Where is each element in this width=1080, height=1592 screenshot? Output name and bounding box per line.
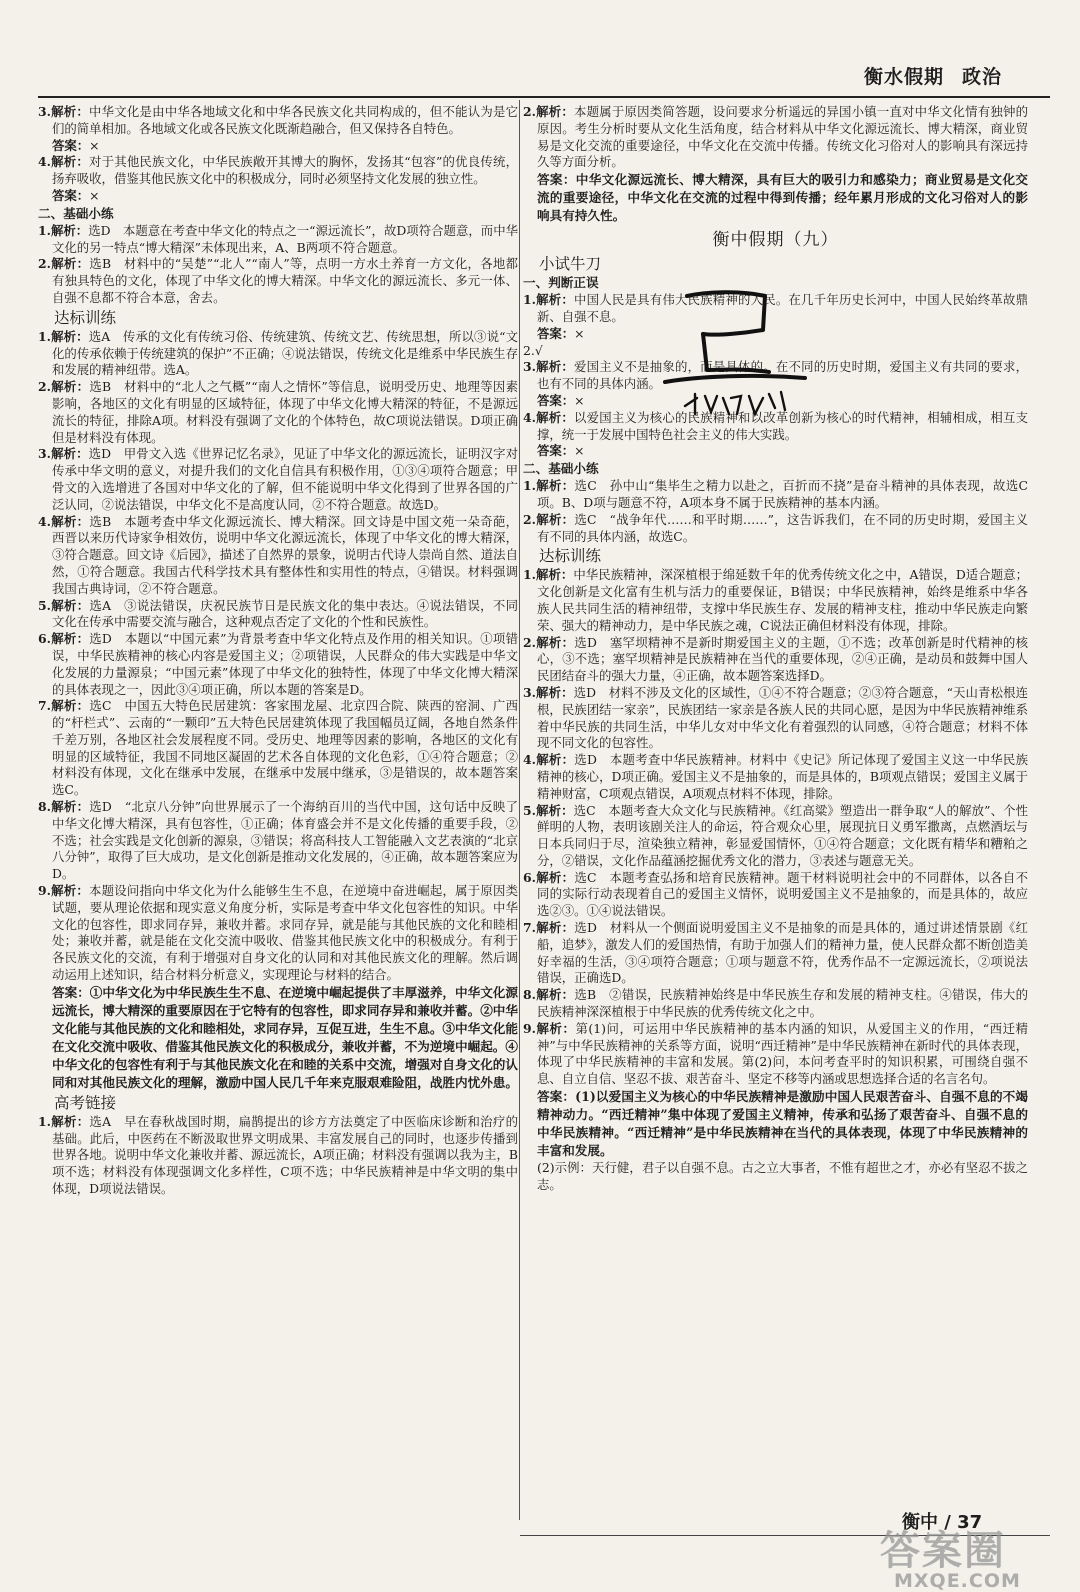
chapter-title: 衡中假期（九） <box>712 230 839 251</box>
answer-item: 1.解析：选C 孙中山“集毕生之精力以赴之，百折而不挠”是奋斗精神的具体表现，故选C项。B、D项与题意不符，A项本身不属于民族精神的基本内涵。 <box>523 478 1028 510</box>
subsection-heading: 高考链接 <box>54 1093 117 1112</box>
answer-block: 答案：①中华文化为中华民族生生不息、在逆境中崛起提供了丰厚滋养，中华文化源远流长，博大精深的重要原因在于它特有的包容性，即求同存异和兼收并蓄。②中华文化能与其他民族的文化和睦相处，求同存异，互促互进，生生不息。③中华文化能在文化交流中吸收、借鉴其他民族文化的积极成分，兼收并蓄，不为逆境中崛起。④中华文化的包容性有利于与其他民族文化在和睦的关系中交流，增强对自身文化的认同和对其他民族文化的理解，激励中国人民几千年来克服艰难险阻，战胜内忧外患。 <box>52 984 518 1090</box>
watermark-logo <box>880 1528 1065 1592</box>
label-prefix: 答案： <box>52 137 90 153</box>
left-column <box>38 104 518 1198</box>
answer-line: 答案：× <box>537 443 585 459</box>
answer-item: 8.解析：选D “北京八分钟”向世界展示了一个海纳百川的当代中国，这句话中反映了中华文化博大精深，具有包容性，①正确；体育盛会并不是文化传播的重要手段，②不选；社会实践是文化创新的源泉，③错误；将高科技人工智能融入文艺表演的“北京八分钟”，取得了巨大成功，是文化创新是推动文化发展的，④正确，故本题答案应为D。 <box>38 799 518 882</box>
column-divider <box>519 100 520 1520</box>
section-heading: 一、判断正误 <box>523 275 599 291</box>
label-prefix: 1.解析： <box>38 1113 90 1129</box>
page-header <box>864 62 1002 89</box>
label-prefix: 2.解析： <box>523 104 575 119</box>
label-prefix: 2.解析： <box>523 634 575 650</box>
label-prefix: 3.解析： <box>38 104 90 119</box>
label-prefix: 9.解析： <box>523 1020 576 1036</box>
label-prefix: 4.解析： <box>38 513 90 529</box>
answer-item: 8.解析：选B ②错误，民族精神始终是中华民族生存和发展的精神支柱。④错误，伟大的民族精神深深植根于中华民族的优秀传统文化之中。 <box>523 987 1029 1020</box>
answer-item: 1.解析：中国人民是具有伟大民族精神的人民。在几千年历史长河中，中国人民始终革故鼎新、自强不息。 <box>523 292 1029 324</box>
answer-item: 1.解析：选D 本题意在考查中华文化的特点之一“源远流长”，故D项符合题意，而中华文化的另一特点“博大精深”未体现出来，A、B两项不符合题意。 <box>38 222 518 255</box>
answer-item: 2.√ <box>523 342 543 358</box>
answer-line: 答案：× <box>52 187 100 203</box>
answer-item: 2.解析：本题属于原因类简答题，设问要求分析遥远的异国小镇一直对中华文化情有独钟的原因。考生分析时要从文化生活角度，结合材料从中华文化源远流长、博大精深，商业贸易是文化交流的重要途径，中华文化在交流中传播。传统文化习俗对人的影响具有深远持久等方面分析。 <box>523 104 1029 170</box>
label-prefix: 4.解析： <box>523 409 575 425</box>
answer-item: 7.解析：选C 中国五大特色民居建筑：客家围龙屋、北京四合院、陕西的窑洞、广西的“杆栏式”、云南的“一颗印”五大特色民居建筑体现了我国幅员辽阔，各地自然条件千差万别，各地区社会发展程度不同。受历史、地理等因素的影响，各地区的文化有明显的区域特征，我国不同地区凝固的艺术各自体现的文化色彩，①④符合题意；②材料没有体现，文化在继承中发展，在继承中发展中继承，③是错误的，故本题答案选C。 <box>38 698 519 798</box>
answer-item: 7.解析：选D 材料从一个侧面说明爱国主义不是抽象的而是具体的，通过讲述情景剧《红船，追梦》，激发人们的爱国热情，有助于加强人们的精神力量，使人民群众都不断创造美好幸福的生活，③④项符合题意；①项与题意不符，优秀作品不一定源远流长，②项说法错误，正确选D。 <box>523 920 1028 986</box>
page-number: 衡中 / 37 <box>902 1512 983 1533</box>
answer-item: 4.解析：选B 本题考查中华文化源远流长、博大精深。回文诗是中国文苑一朵奇葩，西晋以来历代诗家争相效仿，说明中华文化源远流长，体现了中华文化的博大精深，③符合题意。回文诗《后园》，描述了自然界的景象，说明古代诗人崇尚自然、道法自然，①符合题意。我国古代科学技术具有整体性和实用性的特点，④错误。材料强调我国古典诗词，②不符合题意。 <box>38 513 519 596</box>
label-prefix: 答案： <box>52 187 90 203</box>
subsection-heading: 达标训练 <box>54 308 117 327</box>
answer-item: 9.解析：第(1)问，可运用中华民族精神的基本内涵的知识，从爱国主义的作用，“西迁精神”与中华民族精神的关系等方面，说明“西迁精神”是中华民族精神在新时代的具体表现，体现了中华民族精神的丰富和发展。第(2)问，本问考查平时的知识积累，可围绕自强不息、自立自信、坚忍不拔、艰苦奋斗、坚定不移等内涵或思想选择合适的名言名句。 <box>523 1020 1028 1087</box>
label-prefix: 1.解析： <box>523 567 574 583</box>
label-prefix: 3.解析： <box>523 359 575 375</box>
answer-item: 2.解析：选C “战争年代……和平时期……”，这告诉我们，在不同的历史时期，爱国主义有不同的具体内涵，故选C。 <box>523 511 1029 544</box>
watermark-url: MXQE.COM <box>894 1570 1021 1592</box>
answer-item: 3.解析：中华文化是由中华各地域文化和中华各民族文化共同构成的，但不能认为是它们的简单相加。各地域文化或各民族文化既渐趋融合，但又保持各自特色。 <box>38 104 519 136</box>
answer-block: 答案：中华文化源远流长、博大精深，具有巨大的吸引力和感染力；商业贸易是文化交流的重要途径，中华文化在交流的过程中得到传播；经年累月形成的文化习俗对人的影响具有持久性。 <box>537 172 1028 224</box>
answer-continuation: (2)示例：天行健，君子以自强不息。古之立大事者，不惟有超世之才，亦必有坚忍不拔之志。 <box>537 1160 1028 1192</box>
answer-line: 答案：× <box>537 325 585 341</box>
label-prefix: 7.解析： <box>523 920 575 936</box>
label-prefix: 2.解析： <box>38 379 90 395</box>
label-prefix: 4.解析： <box>38 154 89 170</box>
label-prefix: 6.解析： <box>523 869 575 885</box>
label-prefix: 3.解析： <box>523 684 574 700</box>
series-title: 衡水假期 <box>863 66 944 88</box>
label-prefix: 8.解析： <box>523 987 575 1003</box>
label-prefix: 3.解析： <box>38 446 89 462</box>
section-heading: 二、基础小练 <box>523 461 599 477</box>
answer-block: 答案：(1)以爱国主义为核心的中华民族精神是激励中国人民艰苦奋斗、自强不息的不竭精神动力。“西迁精神”集中体现了爱国主义精神，传承和弘扬了艰苦奋斗、自强不息的中华民族精神。“西迁精神”是中华民族精神在当代的具体表现，体现了中华民族精神的丰富和发展。 <box>537 1089 1028 1159</box>
label-prefix: 9.解析： <box>38 883 90 899</box>
label-prefix: 1.解析： <box>38 222 89 238</box>
answer-item: 2.解析：选B 材料中的“北人之气概”“南人之情怀”等信息，说明受历史、地理等因素影响，各地区的文化有明显的区域特征，体现了中华文化博大精深的特征，不是源远流长的特征，排除A项。材料没有强调了文化的个体特色，故C项说法错误。D项正确但是材料没有体现。 <box>38 379 519 445</box>
answer-item: 6.解析：选C 本题考查弘扬和培育民族精神。题干材料说明社会中的不同群体，以各自不同的实际行动表现着自己的爱国主义情怀，说明爱国主义不是抽象的，而是具体的，故应选②③。①④说法错误。 <box>523 869 1028 919</box>
answer-item: 4.解析：以爱国主义为核心的民族精神和以改革创新为核心的时代精神，相辅相成，相互支撑，统一于发展中国特色社会主义的伟大实践。 <box>523 409 1029 442</box>
label-prefix: 答案： <box>537 392 575 408</box>
answer-item: 2.解析：选B 材料中的“吴楚”“北人”“南人”等，点明一方水土养育一方文化，各地都有独具特色的文化，体现了中华文化的博大精深。中华文化的源远流长、多元一体、自强不息都不符合本意，舍去。 <box>38 256 518 305</box>
subsection-heading: 达标训练 <box>539 547 602 566</box>
answer-item: 2.解析：选D 塞罕坝精神不是新时期爱国主义的主题，①不选；改革创新是时代精神的核心，③不选；塞罕坝精神是民族精神在当代的重要体现，②④正确，是动员和鼓舞中国人民团结奋斗的强大力量，④正确，故本题答案选择D。 <box>523 634 1028 684</box>
answer-item: 5.解析：选C 本题考查大众文化与民族精神。《红高粱》塑造出一群争取“人的解放”、个性鲜明的人物，表明该剧关注人的命运，符合观众心里，展现抗日义勇军撒离，点燃酒坛与日本兵同归于尽，渲染独立精神，彰显爱国情怀，①④符合题意；文化既有精华和糟粕之分，②错误，文化作品蕴涵挖掘优秀文化的潜力，③表述与题意无关。 <box>523 802 1028 868</box>
label-prefix: 1.解析： <box>523 478 575 494</box>
answer-item: 1.解析：中华民族精神，深深植根于绵延数千年的优秀传统文化之中，A错误，D适合题意；文化创新是文化富有生机与活力的重要保证，B错误；中华民族精神，始终是维系中华各族人民共同生活的精神纽带，支撑中华民族生存、发展的精神支柱，推动中华民族走向繁荣、强大的精神动力，是中华民族之魂，C说法正确但材料没有体现，排除。 <box>523 567 1028 633</box>
answer-item: 5.解析：选A ③说法错误，庆祝民族节日是民族文化的集中表达。④说法错误，不同文化在传承中需要交流与融合，这种观点否定了文化的个性和民族性。 <box>38 597 519 630</box>
label-prefix: 6.解析： <box>38 631 90 647</box>
label-prefix: 7.解析： <box>38 698 90 714</box>
right-column <box>523 104 1028 1194</box>
answer-item: 4.解析：选D 本题考查中华民族精神。材料中《史记》所记体现了爱国主义这一中华民族精神的核心，D项正确。爱国主义不是抽象的，而是具体的，B项观点错误；爱国主义属于精神财富，C项观点错误，A项观点材料不体现，排除。 <box>523 752 1028 801</box>
answer-line: 答案：× <box>537 392 585 408</box>
label-prefix: 2.解析： <box>38 256 90 272</box>
label-prefix: 8.解析： <box>38 799 90 815</box>
answer-item: 9.解析：本题设问指向中华文化为什么能够生生不息，在逆境中奋进崛起，属于原因类试题，要从理论依据和现实意义角度分析，实际是考查中华文化包容性的知识。中华文化的包容性，即求同存异，兼收并蓄。求同存异，就是能与其他民族的文化和睦相处；兼收并蓄，就是能在文化交流中吸收、借鉴其他民族文化中的积极成分。有利于各民族文化的交流，有利于增强对自身文化的认同和对其他民族文化的理解。然后调动运用上述知识，结合材料分析意义，实现理论与材料的结合。 <box>38 883 519 983</box>
label-prefix: 5.解析： <box>523 802 574 818</box>
subsection-heading: 小试牛刀 <box>539 255 602 274</box>
label-prefix: 1.解析： <box>523 292 575 308</box>
answer-item: 3.解析：选D 材料不涉及文化的区域性，①④不符合题意；②③符合题意，“天山青松根连根，民族团结一家亲”，民族团结一家亲是各族人民的共同心愿，是因为中华民族精神维系着中华民族的共同生活，中华儿女对中华文化有着强烈的认同感，④符合题意；材料不体现不同文化的包容性。 <box>523 684 1028 751</box>
answer-item: 6.解析：选D 本题以“中国元素”为背景考查中华文化特点及作用的相关知识。①项错误，中华民族精神的核心内容是爱国主义；②项错误，人民群众的伟大实践是中华文化发展的力量源泉；“中国元素”体现了中华文化的独特性，体现了中华文化博大精深的具体表现之一，因此③④项正确，所以本题的答案是D。 <box>38 631 518 697</box>
label-prefix: 2.解析： <box>523 511 575 527</box>
label-prefix: 4.解析： <box>523 752 575 768</box>
answer-item: 1.解析：选A 早在春秋战国时期，扁鹊提出的诊方方法奠定了中医临床诊断和治疗的基础。此后，中医药在不断汲取世界文明成果、丰富发展自己的同时，也逐步传播到世界各地。说明中华文化兼收并蓄、源远流长，A项正确；材料没有强调以我为主，B项不选；材料没有体现强调文化多样性，C项不选；中华民族精神是中华文明的集中体现，D项说法错误。 <box>38 1113 519 1197</box>
answer-item: 4.解析：对于其他民族文化，中华民族敞开其博大的胸怀，发扬其“包容”的优良传统，扬弃吸收，借鉴其他民族文化中的积极成分，同时必须坚持文化发展的独立性。 <box>38 154 518 187</box>
section-heading: 二、基础小练 <box>38 205 114 221</box>
answer-item: 3.解析：爱国主义不是抽象的，而是具体的。在不同的历史时期，爱国主义有共同的要求，也有不同的具体内涵。 <box>523 359 1029 392</box>
header-rule <box>38 96 1050 98</box>
answer-line: 答案：× <box>52 137 100 153</box>
label-prefix: 答案： <box>537 443 575 459</box>
answer-item: 1.解析：选A 传承的文化有传统习俗、传统建筑、传统文艺、传统思想，所以③说“文化的传承依赖于传统建筑的保护”不正确；④说法错误，传统文化是维系中华民族生存和发展的精神纽带。选A。 <box>38 328 518 378</box>
watermark-text: 答案圈 <box>880 1528 1006 1574</box>
label-prefix: 答案： <box>537 325 575 341</box>
label-prefix: 5.解析： <box>38 597 90 613</box>
label-prefix: 1.解析： <box>38 328 89 344</box>
answer-item: 3.解析：选D 甲骨文入选《世界记忆名录》，见证了中华文化的源远流长，证明汉字对传承中华文明的意义，对提升我们的文化自信具有积极作用，①③④项符合题意；甲骨文的入选增进了各国对中华文化的了解，但不能说明中华文化得到了世界各国的广泛认同，②说法错误，中华文化不是高度认同，②不符合题意。故选D。 <box>38 446 519 512</box>
subject-title: 政治 <box>961 66 1002 88</box>
